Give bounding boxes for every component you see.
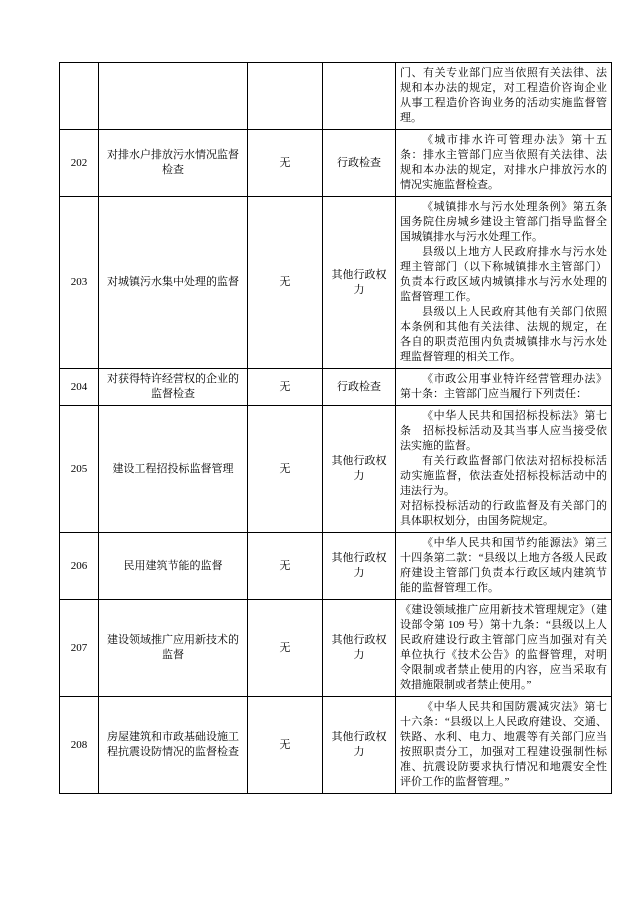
legal-basis-paragraph: 《市政公用事业特许经营管理办法》第十条：主管部门应当履行下列责任： [400, 373, 607, 400]
legal-basis-cell [396, 130, 612, 197]
table-row [60, 369, 612, 406]
item-name-cell [99, 63, 248, 130]
row-number-cell: 202 [60, 130, 99, 197]
legal-basis-cell [396, 697, 612, 794]
power-type-cell: 其他行政权力 [323, 600, 396, 697]
subitem-cell: 无 [248, 197, 323, 369]
power-type-cell: 其他行政权力 [323, 697, 396, 794]
legal-basis-cell [396, 197, 618, 369]
subitem-cell: 无 [248, 697, 323, 794]
row-number-cell: 206 [60, 533, 99, 600]
subitem-cell: 无 [248, 130, 323, 197]
item-name-cell: 建设领域推广应用新技术的监督 [99, 600, 248, 697]
legal-basis-paragraph: 县级以上地方人民政府排水与污水处理主管部门（以下称城镇排水主管部门）负责本行政区域内城镇排水与污水处理的监督管理工作。 [400, 246, 607, 303]
legal-basis-cell [396, 63, 612, 130]
row-number-cell: 207 [60, 600, 99, 697]
row-number-cell: 204 [60, 369, 99, 406]
legal-basis-paragraph: 对招标投标活动的行政监督及有关部门的具体职权划分，由国务院规定。 [400, 500, 607, 527]
table-row [60, 697, 612, 794]
legal-basis-paragraph: 《中华人民共和国防震减灾法》第七十六条：“县级以上人民政府建设、交通、铁路、水利、电力、地震等有关部门应当按照职责分工，加强对工程建设强制性标准、抗震设防要求执行情况和地震安全性评价工作的监督管理。” [400, 701, 607, 788]
row-number-cell: 205 [60, 406, 99, 533]
item-name-cell: 对获得特许经营权的企业的监督检查 [99, 369, 248, 406]
power-type-cell: 其他行政权力 [323, 406, 396, 533]
legal-basis-cell [396, 406, 612, 533]
subitem-cell: 无 [248, 369, 323, 406]
legal-basis-cell [396, 369, 612, 406]
regulation-table [59, 62, 618, 794]
legal-basis-paragraph: 《城市排水许可管理办法》第十五条：排水主管部门应当依照有关法律、法规和本办法的规定，对排水户排放污水的情况实施监督检查。 [400, 134, 607, 191]
row-number-cell: 208 [60, 697, 99, 794]
legal-basis-paragraph: 门、有关专业部门应当依照有关法律、法规和本办法的规定，对工程造价咨询企业从事工程造价咨询业务的活动实施监督管理。 [400, 67, 607, 124]
legal-basis-cell [396, 533, 612, 600]
legal-basis-cell [396, 600, 612, 697]
item-name-cell: 建设工程招投标监督管理 [99, 406, 248, 533]
legal-basis-paragraph: 有关行政监督部门依法对招标投标活动实施监督，依法查处招标投标活动中的违法行为。 [400, 455, 607, 497]
item-name-cell: 对城镇污水集中处理的监督 [99, 197, 248, 369]
item-name-cell: 民用建筑节能的监督 [99, 533, 248, 600]
power-type-cell: 行政检查 [323, 369, 396, 406]
row-number-cell [60, 63, 99, 130]
subitem-cell: 无 [248, 406, 323, 533]
table-row [60, 600, 612, 697]
legal-basis-paragraph: 《建设领域推广应用新技术管理规定》（建设部令第 109 号）第十九条：“县级以上人民政府建设行政主管部门应当加强对有关单位执行《技术公告》的监督管理，对明令限制或者禁止使用的内容，应当采取有效措施限制或者禁止使用。” [400, 604, 607, 691]
table-row [60, 533, 612, 600]
table-row-continuation [60, 63, 612, 130]
table-row [60, 406, 612, 533]
power-type-cell: 其他行政权力 [323, 197, 396, 369]
subitem-cell: 无 [248, 533, 323, 600]
item-name-cell: 对排水户排放污水情况监督检查 [99, 130, 248, 197]
table-row [60, 130, 612, 197]
power-type-cell [323, 63, 396, 130]
item-name-cell: 房屋建筑和市政基础设施工程抗震设防情况的监督检查 [99, 697, 248, 794]
legal-basis-paragraph: 《城镇排水与污水处理条例》第五条 国务院住房城乡建设主管部门指导监督全国城镇排水与污水处理工作。 [400, 201, 618, 243]
row-number-cell: 203 [60, 197, 99, 369]
legal-basis-paragraph: 县级以上人民政府其他有关部门依照本条例和其他有关法律、法规的规定，在各自的职责范围内负责城镇排水与污水处理监督管理的相关工作。 [400, 306, 607, 363]
legal-basis-paragraph: 《中华人民共和国节约能源法》第三十四条第二款：“县级以上地方各级人民政府建设主管部门负责本行政区域内建筑节能的监督管理工作。 [400, 537, 607, 594]
subitem-cell: 无 [248, 600, 323, 697]
power-type-cell: 其他行政权力 [323, 533, 396, 600]
table-row [60, 197, 612, 369]
subitem-cell [248, 63, 323, 130]
legal-basis-paragraph: 《中华人民共和国招标投标法》第七条 招标投标活动及其当事人应当接受依法实施的监督。 [400, 410, 607, 452]
power-type-cell: 行政检查 [323, 130, 396, 197]
